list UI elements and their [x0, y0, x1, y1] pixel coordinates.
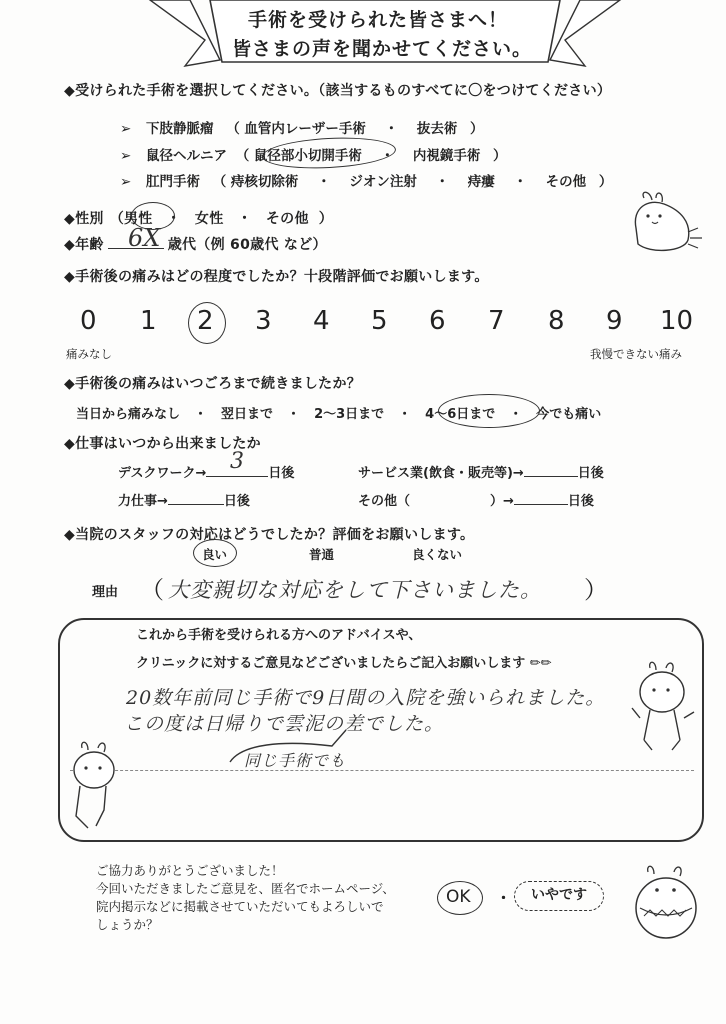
question-surgery-label: 受けられた手術を選択してください。（該当するものすべてに〇をつけてください）	[75, 83, 612, 99]
option-4-6-days[interactable]: 4～6日まで	[425, 407, 496, 422]
question-pain	[64, 266, 489, 286]
desk-work-label: デスクワーク→	[118, 466, 207, 481]
pencil-icon: ✏	[529, 656, 541, 671]
reason-handwritten[interactable]: 大変親切な対応をして下さいました。	[168, 578, 542, 602]
physical-work-field[interactable]	[168, 504, 224, 505]
diamond-bullet-icon: ◆	[64, 211, 76, 227]
pain-scale-1[interactable]: 1	[140, 306, 157, 336]
option-other-surgery[interactable]: その他	[545, 174, 587, 190]
work-other: その他（ ）→ 日後	[358, 494, 594, 509]
pain-scale-6[interactable]: 6	[429, 306, 446, 336]
option-bad[interactable]: 良くない	[412, 547, 463, 562]
question-pain-label: 手術後の痛みはどの程度でしたか？十段階評価でお願いします。	[75, 269, 489, 285]
option-male[interactable]: 男性	[124, 211, 153, 227]
work-service: サービス業(飲食・販売等)→ 日後	[358, 466, 604, 481]
option-zion[interactable]: ジオン注射	[349, 174, 417, 190]
surgery-row-hernia: ➢ 鼠径ヘルニア （ 鼠径部小切開手術 ・ 内視鏡手術 ）	[120, 148, 507, 164]
desk-work-value[interactable]: 3	[230, 449, 244, 474]
advice-line2	[136, 652, 552, 671]
advice-line2-text: クリニックに対するご意見などございましたらご記入お願いします	[136, 656, 526, 671]
option-anal[interactable]: 肛門手術	[146, 174, 201, 190]
pain-scale-5[interactable]: 5	[371, 306, 388, 336]
age-handwritten[interactable]: 6X	[128, 224, 161, 252]
surgery-row-anal: ➢ 肛門手術 （ 痔核切除術 ・ ジオン注射 ・ 痔瘻 ・ その他 ）	[120, 174, 613, 190]
reason-paren-close: ）	[584, 576, 608, 604]
circle-mark-good	[193, 539, 237, 567]
option-2-3-days[interactable]: 2～3日まで	[314, 407, 385, 422]
option-good[interactable]: 良い	[202, 547, 228, 562]
consent-line3: 院内掲示などに掲載させていただいてもよろしいで	[96, 899, 384, 914]
duration-options: 当日から痛みなし ・ 翌日まで ・ 2～3日まで ・ 4～6日まで ・ 今でも痛い	[76, 407, 602, 422]
advice-hand-line3[interactable]: 同じ手術でも	[244, 751, 347, 770]
consent-ok-option[interactable]: OK	[446, 887, 471, 907]
option-still-painful[interactable]: 今でも痛い	[536, 407, 602, 422]
diamond-bullet-icon: ◆	[64, 376, 76, 392]
rabbit-dancing-icon	[630, 660, 702, 756]
option-stripping[interactable]: 抜去術	[416, 121, 458, 137]
option-varicose[interactable]: 下肢静脈瘤	[146, 121, 214, 137]
option-next-day[interactable]: 翌日まで	[221, 407, 274, 422]
pain-scale-2[interactable]: 2	[197, 306, 214, 336]
pain-scale-3[interactable]: 3	[255, 306, 272, 336]
pain-scale-9[interactable]: 9	[606, 306, 623, 336]
question-surgery	[64, 80, 611, 100]
rabbit-standing-icon	[66, 740, 122, 832]
question-staff-label: 当院のスタッフの対応はどうでしたか？評価をお願いします。	[75, 527, 475, 543]
surgery-row-varicose: ➢ 下肢静脈瘤 （ 血管内レーザー手術 ・ 抜去術 ）	[120, 121, 484, 137]
diamond-bullet-icon: ◆	[64, 269, 76, 285]
diamond-bullet-icon: ◆	[64, 436, 76, 452]
pencil-icon: ✏	[540, 656, 552, 671]
pain-scale	[0, 306, 726, 342]
arrow-bullet-icon: ➢	[120, 121, 132, 137]
pain-scale-8[interactable]: 8	[548, 306, 565, 336]
question-age-label: 年齢	[75, 237, 104, 253]
reason-paren-open: （	[140, 576, 164, 604]
question-staff	[64, 524, 474, 544]
consent-line4: しょうか？	[96, 917, 159, 932]
question-duration-label: 手術後の痛みはいつごろまで続きましたか？	[75, 376, 362, 392]
advice-hand-line2[interactable]: この度は日帰りで雲泥の差でした。	[124, 713, 445, 735]
diamond-bullet-icon: ◆	[64, 527, 76, 543]
circle-mark-small-incision	[261, 135, 396, 172]
question-duration	[64, 373, 361, 393]
option-other-sex[interactable]: その他	[265, 211, 309, 227]
pain-low-label: 痛みなし	[66, 347, 112, 361]
consent-text	[96, 862, 395, 934]
diamond-bullet-icon: ◆	[64, 237, 76, 253]
consent-dot: ・	[496, 889, 512, 907]
other-work-field[interactable]	[514, 504, 568, 505]
option-small-incision[interactable]: 鼠径部小切開手術	[253, 148, 362, 164]
service-work-label: サービス業(飲食・販売等)→	[358, 466, 524, 481]
question-sex-label: 性別	[75, 211, 104, 227]
pain-scale-7[interactable]: 7	[488, 306, 505, 336]
option-laser[interactable]: 血管内レーザー手術	[244, 121, 366, 137]
consent-no-label: いやです	[531, 887, 587, 903]
advice-hand-line1[interactable]: 20数年前同じ手術で9日間の入院を強いられました。	[126, 687, 606, 709]
service-work-field[interactable]	[524, 476, 578, 477]
option-no-pain[interactable]: 当日から痛みなし	[76, 407, 181, 422]
option-average[interactable]: 普通	[309, 547, 335, 562]
physical-work-label: 力仕事→	[118, 494, 168, 509]
option-hemorrhoidectomy[interactable]: 痔核切除術	[230, 174, 299, 190]
circle-mark-4-6-days	[438, 394, 540, 428]
circle-mark-pain-2	[188, 302, 226, 344]
work-physical: 力仕事→ 日後	[118, 494, 250, 509]
question-sex: ◆性別 （男性 ・ 女性 ・ その他 ）	[64, 211, 334, 227]
arrow-bullet-icon: ➢	[120, 148, 132, 164]
pain-scale-0[interactable]: 0	[80, 306, 97, 336]
option-female[interactable]: 女性	[194, 211, 224, 227]
arrow-bullet-icon: ➢	[120, 174, 132, 190]
insertion-mark-icon	[222, 726, 362, 766]
reason-label: 理由	[92, 585, 119, 600]
work-desk: デスクワーク→ 日後	[118, 466, 295, 481]
pain-scale-4[interactable]: 4	[313, 306, 330, 336]
consent-line2: 今回いただきましたご意見を、匿名でホームページ、	[96, 881, 395, 896]
diamond-bullet-icon: ◆	[64, 83, 76, 99]
circle-mark-ok	[437, 881, 483, 915]
other-work-label: その他（	[358, 494, 411, 509]
rabbit-illustration-icon	[630, 192, 710, 256]
header-title-line2: 皆さまの声を聞かせてください。	[232, 38, 533, 60]
consent-no-option[interactable]	[514, 881, 604, 911]
consent-line1: ご協力ありがとうございました！	[96, 863, 284, 878]
advice-line1: これから手術を受けられる方へのアドバイスや、	[136, 628, 422, 643]
rabbit-sweater-icon	[630, 862, 702, 942]
question-work-label: 仕事はいつから出来ましたか	[75, 436, 261, 452]
option-hernia[interactable]: 鼠径ヘルニア	[146, 148, 228, 164]
option-fistula[interactable]: 痔瘻	[467, 174, 495, 190]
pain-high-label: 我慢できない痛み	[590, 347, 682, 361]
header-title-line1: 手術を受けられた皆さまへ！	[248, 9, 509, 31]
pain-scale-10[interactable]: 10	[660, 306, 694, 336]
advice-line	[70, 770, 694, 771]
age-suffix: 歳代（例 60歳代 など）	[167, 237, 327, 253]
option-endoscopic[interactable]: 内視鏡手術	[412, 148, 481, 164]
question-age	[64, 234, 327, 254]
